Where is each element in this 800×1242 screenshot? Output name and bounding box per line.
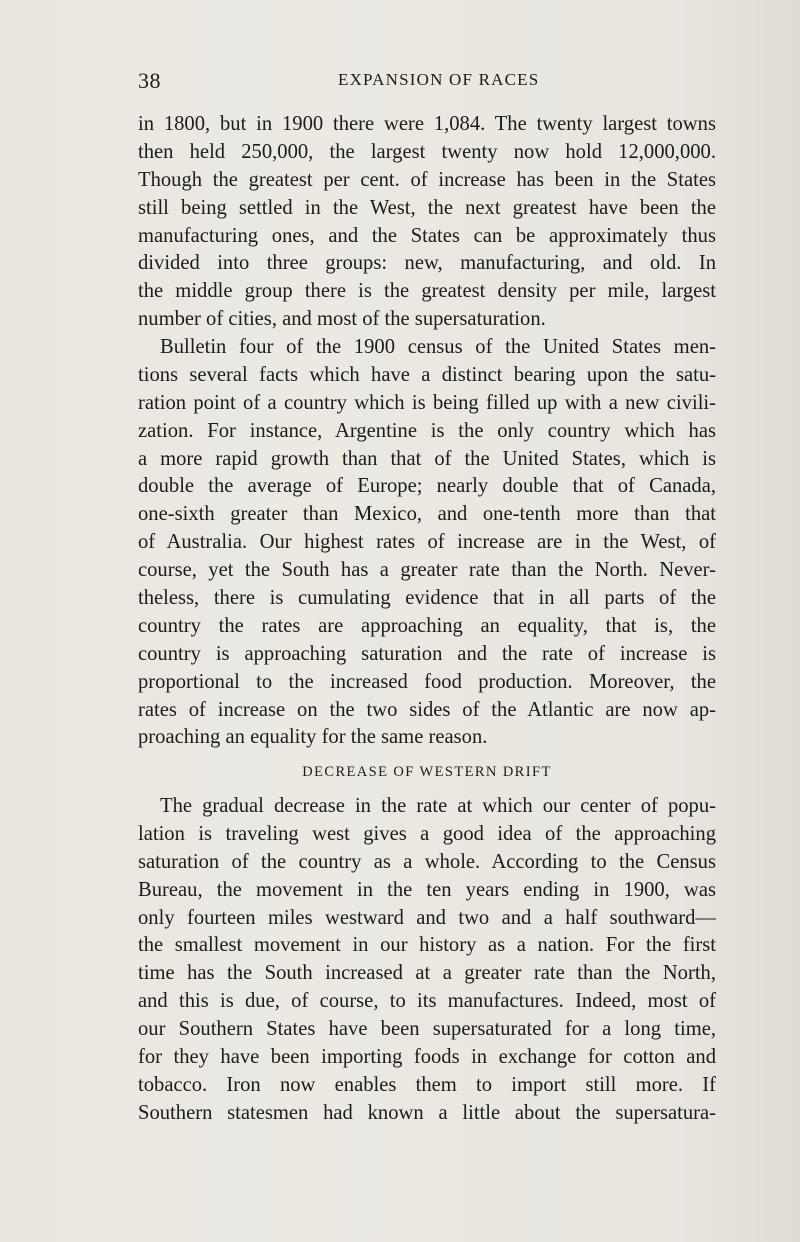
text-line: number of cities, and most of the supersaturation. <box>138 308 546 331</box>
paragraph-1 <box>138 111 716 334</box>
text-line: country is approaching saturation and the rate of increase is <box>138 642 716 665</box>
running-title: EXPANSION OF RACES <box>338 70 540 89</box>
text-line: then held 250,000, the largest twenty now hold 12,000,000. <box>138 140 716 163</box>
page-number: 38 <box>138 68 161 93</box>
text-line: lation is traveling west gives a good idea of the approaching <box>138 822 716 845</box>
text-line: proportional to the increased food production. Moreover, the <box>138 670 716 693</box>
text-line: tobacco. Iron now enables them to import still more. If <box>138 1073 716 1096</box>
text-line: in 1800, but in 1900 there were 1,084. The twenty largest towns <box>138 113 716 135</box>
text-line: Though the greatest per cent. of increase has been in the States <box>138 168 716 191</box>
text-line: proaching an equality for the same reason. <box>138 726 488 749</box>
text-line: saturation of the country as a whole. According to the Census <box>138 850 716 873</box>
text-line: The gradual decrease in the rate at which our center of popu- <box>160 795 716 817</box>
text-line: still being settled in the West, the next greatest have been the <box>138 196 716 219</box>
section-heading: DECREASE OF WESTERN DRIFT <box>302 764 552 780</box>
text-line: divided into three groups: new, manufacturing, and old. In <box>138 252 716 275</box>
text-line: a more rapid growth than that of the United States, which is <box>138 447 716 470</box>
text-line: manufacturing ones, and the States can be approximately thus <box>138 224 716 247</box>
text-line: theless, there is cumulating evidence that in all parts of the <box>138 587 716 610</box>
text-line: course, yet the South has a greater rate than the North. Never- <box>138 559 716 582</box>
text-line: only fourteen miles westward and two and a half southward— <box>138 906 716 929</box>
text-line: of Australia. Our highest rates of increase are in the West, of <box>138 531 716 554</box>
text-line: for they have been importing foods in exchange for cotton and <box>138 1046 716 1069</box>
text-line: ration point of a country which is being filled up with a new civili- <box>138 391 716 414</box>
text-line: double the average of Europe; nearly double that of Canada, <box>138 475 716 498</box>
text-line: the middle group there is the greatest density per mile, largest <box>138 280 716 303</box>
text-line: one-sixth greater than Mexico, and one-tenth more than that <box>138 503 716 526</box>
text-line: rates of increase on the two sides of the Atlantic are now ap- <box>138 698 716 721</box>
text-line: and this is due, of course, to its manufactures. Indeed, most of <box>138 990 716 1013</box>
text-line: Bulletin four of the 1900 census of the United States men- <box>160 336 716 358</box>
text-line: tions several facts which have a distinct bearing upon the satu- <box>138 363 716 386</box>
text-line: country the rates are approaching an equality, that is, the <box>138 614 716 637</box>
paragraph-2 <box>138 334 716 752</box>
text-line: the smallest movement in our history as a nation. For the first <box>138 934 716 957</box>
running-head <box>138 68 718 96</box>
paragraph-3 <box>138 793 716 1128</box>
text-line: time has the South increased at a greater rate than the North, <box>138 962 716 985</box>
text-line: our Southern States have been supersaturated for a long time, <box>138 1018 716 1041</box>
text-line: Bureau, the movement in the ten years ending in 1900, was <box>138 878 716 901</box>
text-line: zation. For instance, Argentine is the only country which has <box>138 419 716 442</box>
text-line: Southern statesmen had known a little about the supersatura- <box>138 1101 716 1124</box>
